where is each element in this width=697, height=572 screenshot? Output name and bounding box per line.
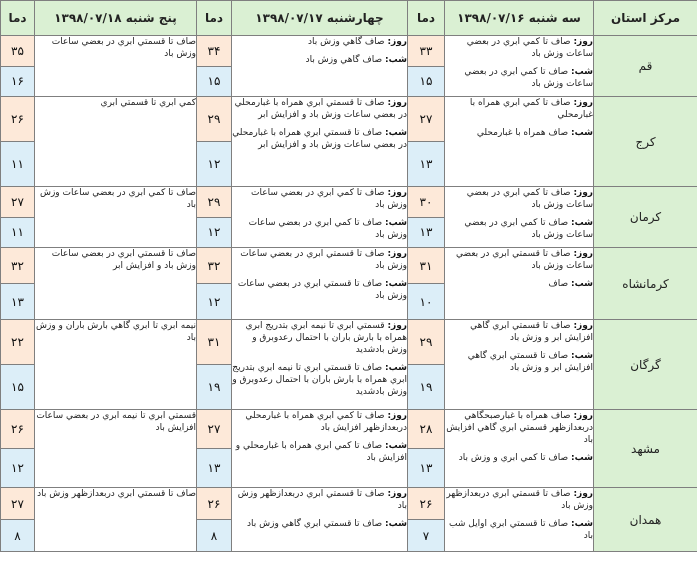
province-name: گرگان: [594, 320, 697, 410]
day2-forecast: [232, 187, 408, 248]
day1-forecast: [445, 187, 594, 248]
night-forecast-text: صاف تا قسمتي ابري تا نيمه ابري بتدريج ابري همراه با بارش باران با احتمال رعدوبرق و وزش بادشديد: [232, 363, 407, 397]
day2-min-temp: ۱۲: [197, 142, 232, 187]
day-forecast-text: صاف تا کمي ابري در بعضي ساعات وزش باد: [466, 188, 593, 210]
day3-forecast-text: صاف تا قسمتي ابري در بعضي ساعات وزش باد و افزايش ابر: [51, 249, 196, 271]
day-label: روز:: [387, 249, 407, 259]
table-row: [1, 320, 697, 365]
day1-forecast: [445, 410, 594, 488]
day2-max-temp: ۲۷: [197, 410, 232, 449]
day3-forecast-text: صاف تا قسمتي ابري دربعدازظهر وزش باد: [37, 489, 196, 499]
day-forecast-text: صاف تا کمي ابري همراه با غبارمحلي دربعدازظهر افزايش باد: [245, 411, 407, 433]
day3-forecast: [35, 320, 197, 410]
night-label: شب:: [385, 218, 407, 228]
day1-min-temp: ۱۳: [408, 142, 445, 187]
day2-min-temp: ۱۲: [197, 217, 232, 248]
night-forecast-text: صاف همراه با غبارمحلي: [476, 128, 569, 138]
day2-min-temp: ۱۹: [197, 365, 232, 410]
header-day2: چهارشنبه ۱۳۹۸/۰۷/۱۷: [232, 1, 408, 36]
day2-forecast: [232, 410, 408, 488]
night-forecast-text: صاف: [548, 279, 569, 289]
table-row: [1, 410, 697, 449]
table-row: [1, 248, 697, 284]
header-day1: سه شنبه ۱۳۹۸/۰۷/۱۶: [445, 1, 594, 36]
day3-forecast: [35, 410, 197, 488]
day-forecast-text: صاف همراه با غبارصبحگاهي دربعدازظهر قسمتي ابري گاهي افزايش باد: [446, 411, 593, 445]
day-forecast-text: صاف تا قسمتي ابري گاهي افزايش ابر و وزش باد: [470, 321, 593, 343]
day2-forecast: [232, 36, 408, 97]
day-label: روز:: [573, 249, 593, 259]
day2-max-temp: ۳۴: [197, 36, 232, 67]
night-label: شب:: [385, 55, 407, 65]
day3-max-temp: ۲۶: [1, 410, 35, 449]
night-forecast: [232, 54, 407, 66]
header-temp-day3: دما: [1, 1, 35, 36]
day-label: روز:: [573, 98, 593, 108]
day3-max-temp: ۲۷: [1, 187, 35, 218]
night-label: شب:: [385, 441, 407, 451]
night-forecast: [232, 127, 407, 151]
night-forecast: [232, 440, 407, 464]
day3-min-temp: ۱۱: [1, 217, 35, 248]
day-forecast: [445, 36, 593, 60]
day3-forecast-text: قسمتي ابري تا نيمه ابري در بعضي ساعات افزايش باد: [36, 411, 196, 433]
day3-max-temp: ۲۶: [1, 97, 35, 142]
night-forecast: [232, 518, 407, 530]
night-label: شب:: [385, 363, 407, 373]
day3-forecast-text: صاف تا قسمتي ابري در بعضي ساعات وزش باد: [51, 37, 196, 59]
day-forecast: [445, 97, 593, 121]
day-forecast: [445, 320, 593, 344]
night-forecast-text: صاف تا کمي ابري در بعضي ساعات وزش باد: [248, 218, 407, 240]
day-forecast-text: صاف تا قسمتي ابري در بعضي ساعات وزش باد: [240, 249, 407, 271]
day-forecast-text: صاف تا قسمتي ابري در بعضي ساعات وزش باد: [456, 249, 593, 271]
day-forecast: [232, 488, 407, 512]
day-forecast-text: صاف تا کمي ابري همراه با غبارمحلي: [469, 98, 593, 120]
day3-forecast-text: نيمه ابري تا ابري گاهي بارش باران و وزش باد: [36, 321, 196, 343]
header-temp-day2: دما: [197, 1, 232, 36]
day-forecast-text: صاف تا قسمتي ابري دربعدازظهر وزش باد: [446, 489, 593, 511]
day2-min-temp: ۱۲: [197, 284, 232, 320]
night-forecast: [445, 350, 593, 374]
table-row: [1, 187, 697, 218]
province-name: همدان: [594, 488, 697, 552]
night-label: شب:: [571, 519, 593, 529]
night-label: شب:: [385, 128, 407, 138]
day3-min-temp: ۸: [1, 520, 35, 552]
day2-max-temp: ۲۶: [197, 488, 232, 520]
day2-max-temp: ۳۲: [197, 248, 232, 284]
province-name: کرج: [594, 97, 697, 187]
day2-forecast: [232, 97, 408, 187]
night-label: شب:: [385, 519, 407, 529]
night-forecast-text: صاف تا قسمتي ابري اوايل شب باد: [449, 519, 593, 541]
day1-max-temp: ۳۱: [408, 248, 445, 284]
day1-forecast: [445, 248, 594, 320]
night-forecast-text: صاف تا قسمتي ابري همراه با غبارمحلي در بعضي ساعات وزش باد و افزايش ابر: [232, 128, 407, 150]
day1-forecast: [445, 488, 594, 552]
night-label: شب:: [571, 351, 593, 361]
night-forecast-text: صاف تا کمي ابري در بعضي ساعات وزش باد: [464, 218, 593, 240]
night-forecast-text: صاف تا کمي ابري در بعضي ساعات وزش باد: [464, 67, 593, 89]
day-forecast-text: صاف تا قسمتي ابري همراه با غبارمحلي در بعضي ساعات وزش باد و افزايش ابر: [234, 98, 407, 120]
day3-max-temp: ۲۲: [1, 320, 35, 365]
day-forecast: [445, 488, 593, 512]
night-forecast-text: صاف تا قسمتي ابري گاهي وزش باد: [247, 519, 383, 529]
day-label: روز:: [387, 321, 407, 331]
day1-max-temp: ۲۹: [408, 320, 445, 365]
day-label: روز:: [573, 321, 593, 331]
night-label: شب:: [571, 128, 593, 138]
day3-forecast-text: صاف تا کمي ابري در بعضي ساعات وزش باد: [39, 188, 196, 210]
night-label: شب:: [571, 279, 593, 289]
header-temp-day1: دما: [408, 1, 445, 36]
night-forecast-text: صاف تا قسمتي ابري گاهي افزايش ابر و وزش باد: [467, 351, 593, 373]
province-name: کرمانشاه: [594, 248, 697, 320]
day-label: روز:: [573, 411, 593, 421]
night-forecast-text: صاف تا کمي ابري و وزش باد: [458, 453, 569, 463]
day-forecast-text: قسمتي ابري تا نيمه ابري بتدريج ابري همراه با بارش باران با احتمال رعدوبرق و وزش بادشديد: [245, 321, 407, 355]
province-name: کرمان: [594, 187, 697, 248]
day1-forecast: [445, 320, 594, 410]
day-forecast-text: صاف تا قسمتي ابري دربعدازظهر وزش باد: [237, 489, 407, 511]
night-forecast: [232, 278, 407, 302]
day3-min-temp: ۱۲: [1, 449, 35, 488]
day2-min-temp: ۱۳: [197, 449, 232, 488]
day-label: روز:: [573, 37, 593, 47]
day-label: روز:: [573, 188, 593, 198]
day3-min-temp: ۱۱: [1, 142, 35, 187]
day1-max-temp: ۳۰: [408, 187, 445, 218]
header-day3: پنج شنبه ۱۳۹۸/۰۷/۱۸: [35, 1, 197, 36]
day-label: روز:: [387, 411, 407, 421]
day-label: روز:: [387, 188, 407, 198]
day-forecast: [445, 410, 593, 446]
day-forecast-text: صاف تا کمي ابري در بعضي ساعات وزش باد: [251, 188, 407, 210]
night-forecast: [445, 127, 593, 139]
night-label: شب:: [571, 453, 593, 463]
day1-max-temp: ۲۷: [408, 97, 445, 142]
table-row: [1, 36, 697, 67]
day3-max-temp: ۳۵: [1, 36, 35, 67]
province-name: قم: [594, 36, 697, 97]
day3-forecast: [35, 488, 197, 552]
night-forecast: [445, 217, 593, 241]
day-forecast-text: صاف گاهي وزش باد: [308, 37, 385, 47]
day3-min-temp: ۱۶: [1, 66, 35, 97]
day2-forecast: [232, 488, 408, 552]
night-forecast: [445, 452, 593, 464]
day2-max-temp: ۳۱: [197, 320, 232, 365]
day-forecast: [232, 36, 407, 48]
day1-min-temp: ۱۵: [408, 66, 445, 97]
night-forecast: [445, 278, 593, 290]
day3-max-temp: ۳۲: [1, 248, 35, 284]
day3-min-temp: ۱۵: [1, 365, 35, 410]
day1-min-temp: ۱۳: [408, 217, 445, 248]
province-name: مشهد: [594, 410, 697, 488]
day1-max-temp: ۲۸: [408, 410, 445, 449]
day-forecast: [232, 410, 407, 434]
day2-max-temp: ۲۹: [197, 97, 232, 142]
day3-forecast: [35, 187, 197, 248]
night-forecast-text: صاف تا کمي ابري همراه با غبارمحلي و افزايش باد: [235, 441, 407, 463]
day-forecast: [445, 248, 593, 272]
header-province: مرکز استان: [594, 1, 697, 36]
day-label: روز:: [387, 37, 407, 47]
day-forecast: [232, 320, 407, 356]
day-label: روز:: [387, 489, 407, 499]
day-forecast-text: صاف تا کمي ابري در بعضي ساعات وزش باد: [466, 37, 593, 59]
night-label: شب:: [571, 218, 593, 228]
night-forecast: [445, 66, 593, 90]
day3-forecast: [35, 248, 197, 320]
day3-max-temp: ۲۷: [1, 488, 35, 520]
day-forecast: [232, 248, 407, 272]
night-forecast: [232, 362, 407, 398]
day2-min-temp: ۸: [197, 520, 232, 552]
night-forecast: [445, 518, 593, 542]
table-row: [1, 488, 697, 520]
day-forecast: [232, 187, 407, 211]
day3-forecast: [35, 36, 197, 97]
day-label: روز:: [387, 98, 407, 108]
day3-min-temp: ۱۳: [1, 284, 35, 320]
day2-forecast: [232, 248, 408, 320]
day1-forecast: [445, 97, 594, 187]
day1-max-temp: ۳۳: [408, 36, 445, 67]
night-forecast: [232, 217, 407, 241]
day2-max-temp: ۲۹: [197, 187, 232, 218]
day3-forecast: [35, 97, 197, 187]
night-forecast-text: صاف گاهي وزش باد: [305, 55, 383, 65]
day2-min-temp: ۱۵: [197, 66, 232, 97]
header-row: [1, 1, 697, 36]
day1-min-temp: ۱۰: [408, 284, 445, 320]
night-forecast-text: صاف تا قسمتي ابري در بعضي ساعات وزش باد: [237, 279, 407, 301]
day-label: روز:: [573, 489, 593, 499]
day1-max-temp: ۲۶: [408, 488, 445, 520]
day-forecast: [232, 97, 407, 121]
day1-min-temp: ۱۹: [408, 365, 445, 410]
night-label: شب:: [385, 279, 407, 289]
day1-min-temp: ۱۳: [408, 449, 445, 488]
day2-forecast: [232, 320, 408, 410]
night-label: شب:: [571, 67, 593, 77]
table-row: [1, 97, 697, 142]
day-forecast: [445, 187, 593, 211]
day1-forecast: [445, 36, 594, 97]
day1-min-temp: ۷: [408, 520, 445, 552]
day3-forecast-text: کمي ابري تا قسمتي ابري: [100, 98, 196, 108]
